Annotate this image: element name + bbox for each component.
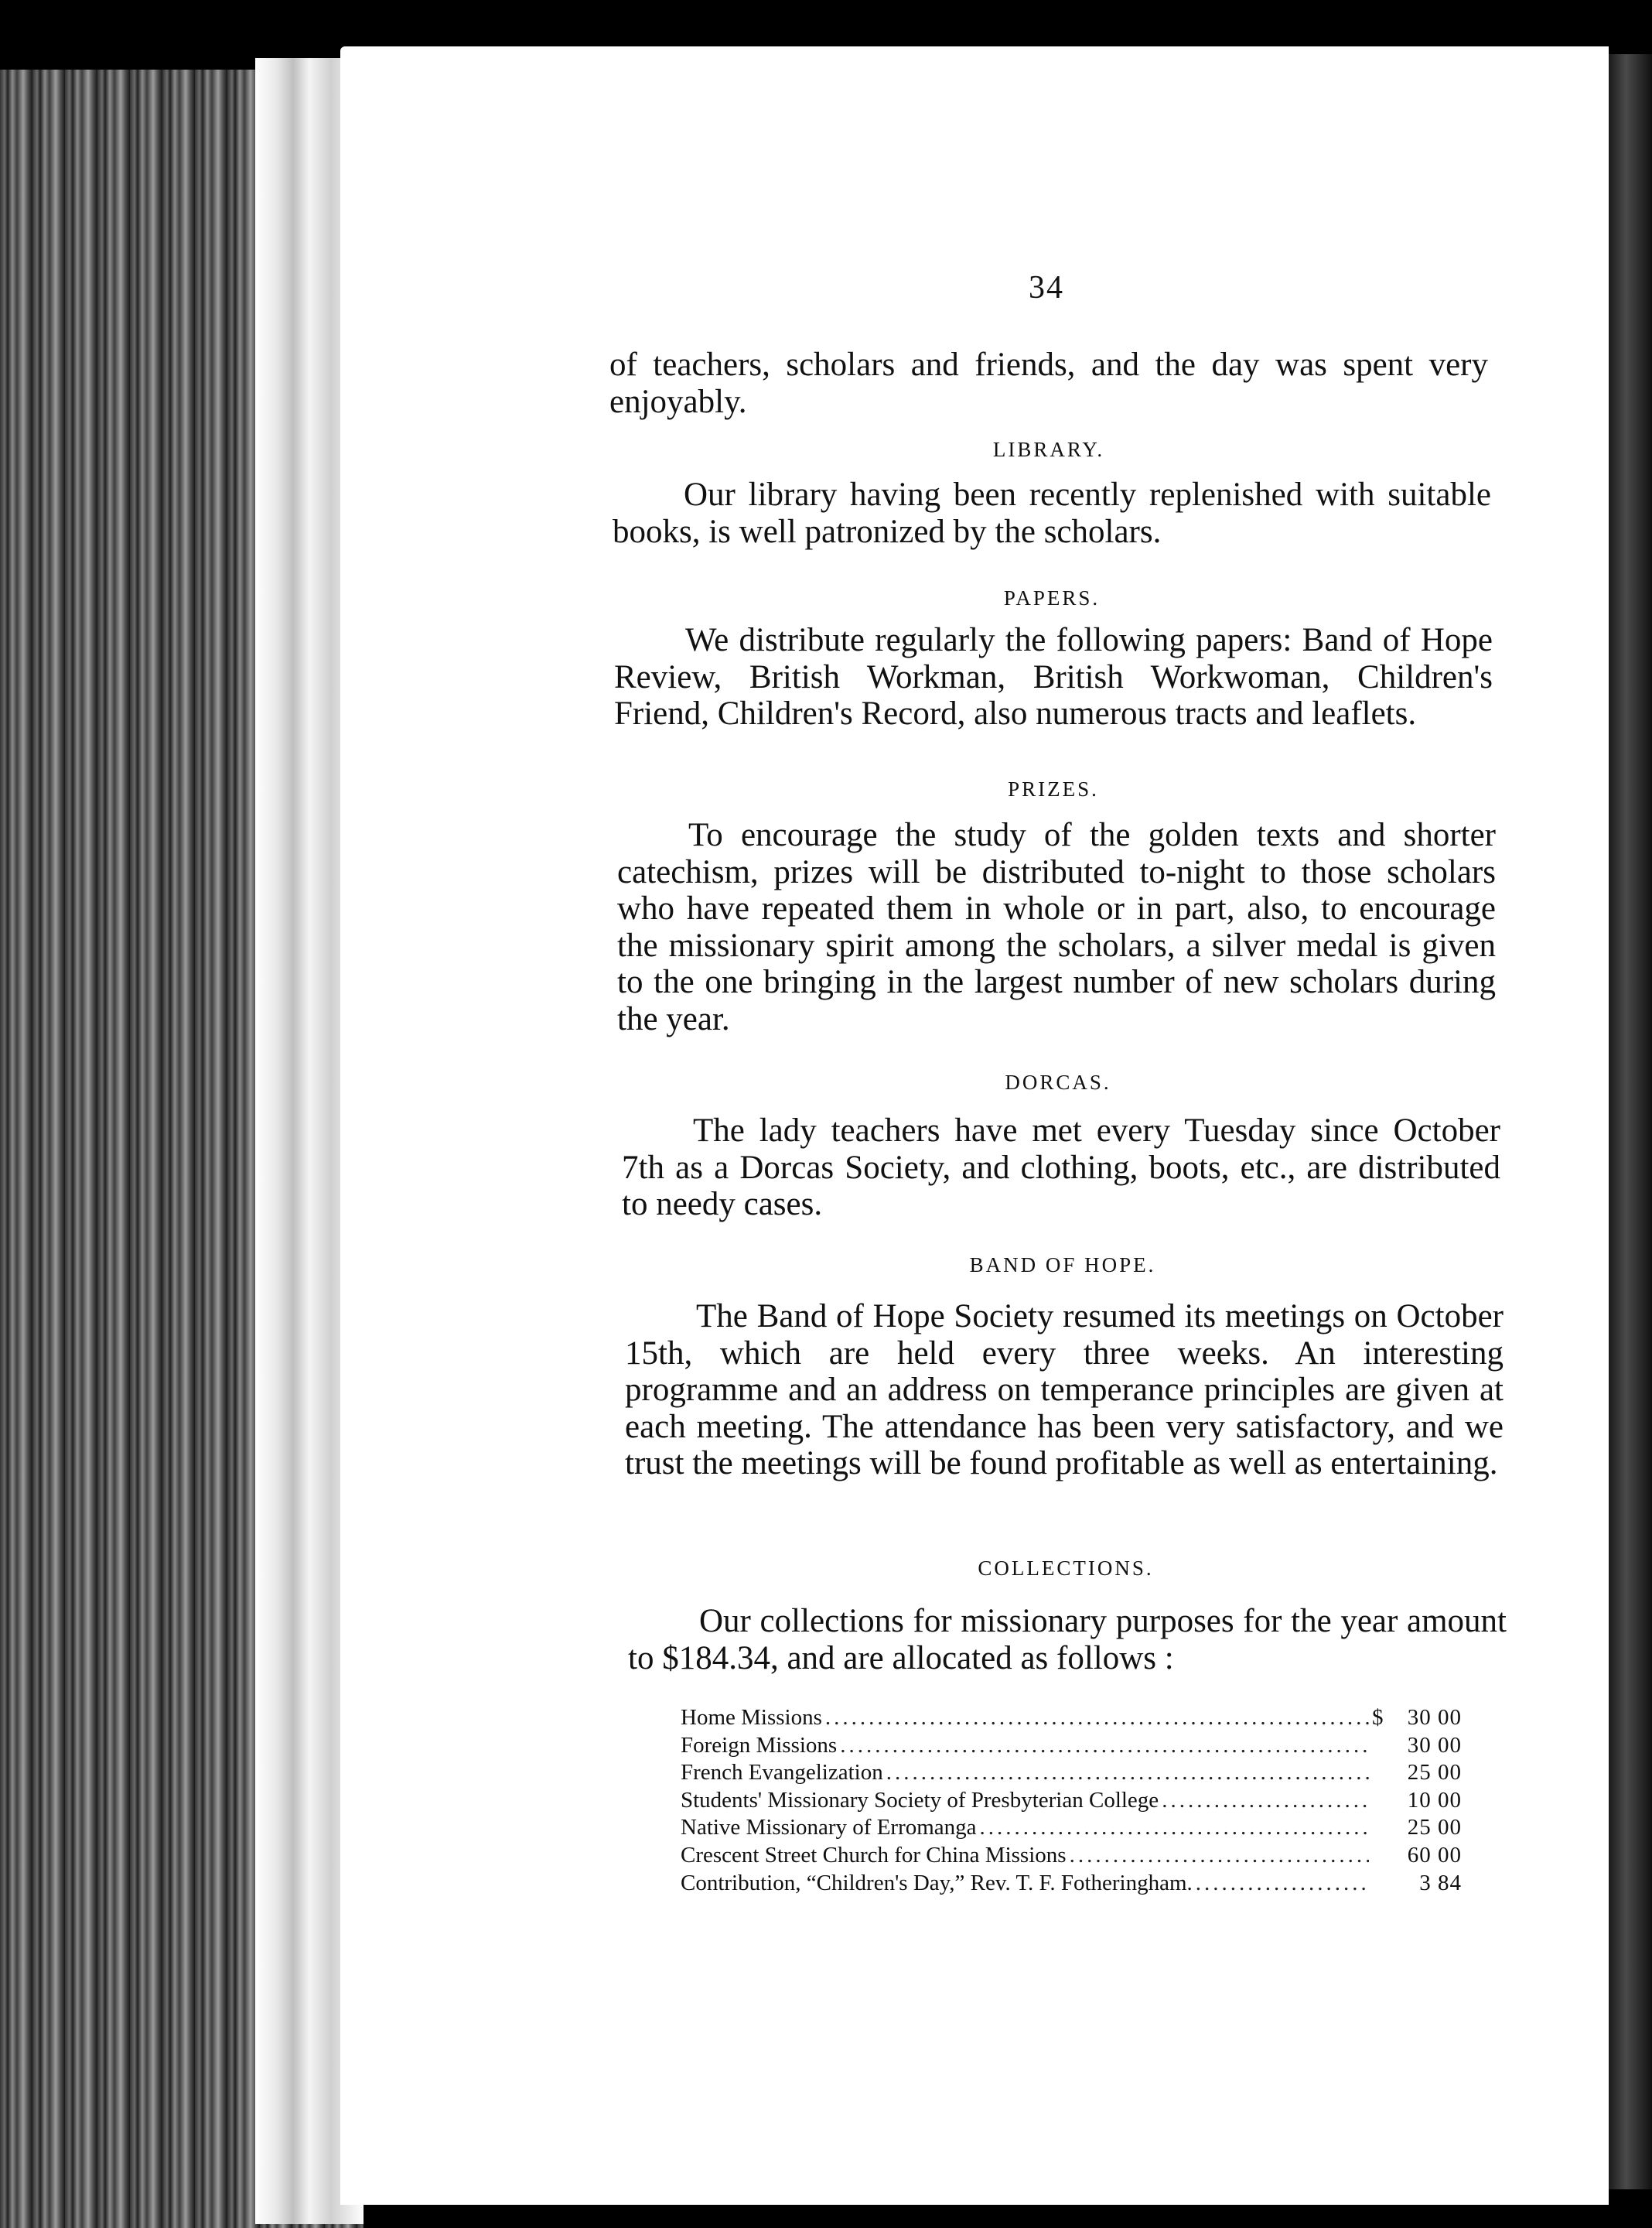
ledger-label: Foreign Missions [681, 1732, 838, 1758]
papers-paragraph: We distribute regularly the following papers: Band of Hope Review, British Workman, British Workwoman, Children's Friend, Children's Record, also numerous tracts and leaflets. [614, 622, 1493, 732]
ledger-amount: 60 00 [1407, 1842, 1462, 1867]
ledger-leader-dots [1196, 1870, 1369, 1898]
ledger-leader-dots [1070, 1842, 1369, 1870]
ledger-label: Native Missionary of Erromanga [681, 1815, 977, 1840]
ledger-amount: 3 84 [1419, 1870, 1462, 1895]
collections-allocation-list [681, 1704, 1462, 1897]
ledger-label: Contribution, “Children's Day,” Rev. T. F. Fotheringham. [681, 1870, 1193, 1895]
ledger-row [681, 1814, 1462, 1842]
ledger-leader-dots [886, 1759, 1369, 1787]
collections-paragraph: Our collections for missionary purposes for the year amount to $184.34, and are allocated as follows : [628, 1603, 1507, 1676]
ledger-amount: 25 00 [1407, 1815, 1462, 1840]
library-paragraph: Our library having been recently replenished with suitable books, is well patronized by the scholars. [613, 477, 1491, 550]
ledger-label: Home Missions [681, 1705, 822, 1730]
ledger-label: Crescent Street Church for China Missions [681, 1842, 1067, 1867]
ledger-amount: 30 00 [1407, 1732, 1462, 1758]
ledger-label: French Evangelization [681, 1760, 883, 1785]
ledger-leader-dots [825, 1704, 1369, 1732]
ledger-leader-dots [840, 1732, 1369, 1760]
ledger-amount: 25 00 [1407, 1760, 1462, 1785]
intro-paragraph: of teachers, scholars and friends, and the day was spent very enjoyably. [609, 347, 1488, 420]
ledger-row [681, 1704, 1462, 1732]
ledger-currency: $ [1372, 1705, 1384, 1730]
ledger-amount: 10 00 [1407, 1787, 1462, 1813]
page-number: 34 [1029, 270, 1064, 306]
prizes-paragraph: To encourage the study of the golden texts and shorter catechism, prizes will be distributed to-night to those scholars who have repeated them in whole or in part, also, to encourage the missionary spirit among the scholars, a silver medal is given to the one bringing in the largest number of new scholars during the year. [617, 817, 1496, 1037]
library-heading: LIBRARY. [992, 438, 1105, 461]
ledger-leader-dots [1162, 1787, 1369, 1815]
ledger-row [681, 1759, 1462, 1787]
collections-heading: COLLECTIONS. [978, 1557, 1154, 1580]
ledger-amount: 30 00 [1407, 1705, 1462, 1730]
dorcas-paragraph: The lady teachers have met every Tuesday since October 7th as a Dorcas Society, and clothing, boots, etc., are distributed to needy cases. [622, 1112, 1500, 1222]
ledger-row [681, 1732, 1462, 1760]
ledger-row [681, 1870, 1462, 1898]
ledger-row [681, 1842, 1462, 1870]
band-of-hope-heading: BAND OF HOPE. [969, 1253, 1156, 1276]
ledger-leader-dots [980, 1814, 1369, 1842]
band-of-hope-paragraph: The Band of Hope Society resumed its meetings on October 15th, which are held every three weeks. An interesting programme and an address on temperance principles are given at each meeting. The attendance has been very satisfactory, and we trust the meetings will be found profitable as well as entertaining. [625, 1298, 1504, 1481]
ledger-row [681, 1787, 1462, 1815]
ledger-label: Students' Missionary Society of Presbyterian College [681, 1787, 1159, 1813]
papers-heading: PAPERS. [1003, 586, 1101, 610]
book-right-edge [1609, 54, 1652, 2189]
dorcas-heading: DORCAS. [1005, 1071, 1111, 1094]
prizes-heading: PRIZES. [1008, 777, 1099, 801]
